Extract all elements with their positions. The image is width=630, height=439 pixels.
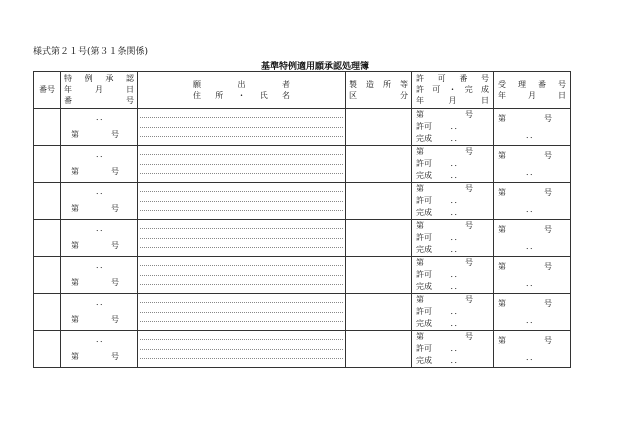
approval-date: ．． [96,298,108,307]
applicant-cell[interactable] [138,220,346,257]
receipt-cell[interactable] [494,294,571,331]
completion-date: 完成 ．． [416,356,463,365]
dotted-line [140,349,343,350]
approval-date: ．． [96,113,108,122]
receipt-number: 第 号 [498,188,552,197]
dotted-line [140,127,343,128]
header-permit-line1: 許 可 番 号 [416,74,489,83]
dotted-line [140,321,343,322]
ledger-body [34,109,571,368]
category-cell[interactable] [346,183,412,220]
header-applicant-line1: 願 出 者 [193,79,290,89]
approval-cell[interactable] [61,331,138,368]
receipt-number: 第 号 [498,151,552,160]
permit-date: 許可 ．． [416,196,463,205]
applicant-lines [138,109,345,145]
receipt-number: 第 号 [498,262,552,271]
approval-number: 第 号 [71,278,119,287]
receipt-date: ．． [526,279,538,288]
dotted-line [140,238,343,239]
permit-cell[interactable] [412,294,494,331]
receipt-date: ．． [526,205,538,214]
approval-date: ．． [96,187,108,196]
permit-number: 第 号 [416,258,473,267]
ledger-table [33,71,571,368]
applicant-lines [138,220,345,256]
permit-number: 第 号 [416,295,473,304]
receipt-date: ．． [526,353,538,362]
applicant-cell[interactable] [138,109,346,146]
approval-cell[interactable] [61,146,138,183]
dotted-line [140,164,343,165]
header-category-line2: 区 分 [349,90,408,100]
form-label: 様式第２１号(第３１条関係) [33,47,149,57]
permit-number: 第 号 [416,332,473,341]
dotted-line [140,210,343,211]
dotted-line [140,191,343,192]
approval-date: ．． [96,224,108,233]
header-category [346,72,412,109]
receipt-cell[interactable] [494,146,571,183]
form-title: 基準特例適用願承認処理簿 [260,62,369,72]
approval-number: 第 号 [71,130,119,139]
completion-date: 完成 ．． [416,171,463,180]
permit-number: 第 号 [416,184,473,193]
number-cell[interactable] [34,220,61,257]
header-receipt-line2: 年 月 日 [498,90,566,100]
applicant-cell[interactable] [138,294,346,331]
completion-date: 完成 ．． [416,282,463,291]
receipt-number: 第 号 [498,299,552,308]
receipt-number: 第 号 [498,114,552,123]
dotted-line [140,154,343,155]
permit-date: 許可 ．． [416,122,463,131]
dotted-line [140,339,343,340]
category-cell[interactable] [346,294,412,331]
dotted-line [140,228,343,229]
dotted-line [140,136,343,137]
completion-date: 完成 ．． [416,319,463,328]
applicant-lines [138,183,345,219]
applicant-cell[interactable] [138,331,346,368]
number-cell[interactable] [34,146,61,183]
permit-number: 第 号 [416,221,473,230]
header-approval-line1: 特 例 承 認 [64,74,134,83]
approval-number: 第 号 [71,167,119,176]
permit-date: 許可 ．． [416,159,463,168]
applicant-lines [138,257,345,293]
permit-date: 許可 ．． [416,233,463,242]
permit-date: 許可 ．． [416,307,463,316]
receipt-date: ．． [526,242,538,251]
header-permit [412,72,494,109]
receipt-date: ．． [526,316,538,325]
permit-number: 第 号 [416,147,473,156]
completion-date: 完成 ．． [416,134,463,143]
receipt-cell[interactable] [494,257,571,294]
applicant-cell[interactable] [138,146,346,183]
receipt-number: 第 号 [498,225,552,234]
table-row [34,183,571,220]
category-cell[interactable] [346,146,412,183]
table-row [34,146,571,183]
table-row [34,257,571,294]
receipt-cell[interactable] [494,183,571,220]
approval-date: ．． [96,150,108,159]
category-cell[interactable] [346,109,412,146]
applicant-lines [138,331,345,367]
dotted-line [140,312,343,313]
number-cell[interactable] [34,109,61,146]
table-row [34,220,571,257]
dotted-line [140,265,343,266]
approval-cell[interactable] [61,220,138,257]
applicant-lines [138,146,345,182]
category-cell[interactable] [346,257,412,294]
header-category-line1: 製 造 所 等 [349,79,408,89]
completion-date: 完成 ．． [416,208,463,217]
permit-date: 許可 ．． [416,344,463,353]
header-approval [61,72,138,109]
dotted-line [140,173,343,174]
dotted-line [140,201,343,202]
receipt-number: 第 号 [498,336,552,345]
permit-number: 第 号 [416,110,473,119]
number-cell[interactable] [34,183,61,220]
header-applicant-line2: 住 所 ・ 氏 名 [193,90,290,100]
number-cell[interactable] [34,257,61,294]
permit-cell[interactable] [412,109,494,146]
approval-number: 第 号 [71,352,119,361]
receipt-cell[interactable] [494,109,571,146]
receipt-date: ．． [526,168,538,177]
approval-number: 第 号 [71,315,119,324]
dotted-line [140,358,343,359]
receipt-date: ．． [526,131,538,140]
dotted-line [140,284,343,285]
approval-cell[interactable] [61,109,138,146]
header-approval-line3: 番 号 [64,96,134,105]
dotted-line [140,117,343,118]
approval-cell[interactable] [61,294,138,331]
dotted-line [140,275,343,276]
applicant-lines [138,294,345,330]
permit-cell[interactable] [412,257,494,294]
receipt-cell[interactable] [494,220,571,257]
dotted-line [140,247,343,248]
header-approval-line2: 年 月 日 [64,85,134,94]
number-cell[interactable] [34,294,61,331]
receipt-cell[interactable] [494,331,571,368]
approval-cell[interactable] [61,257,138,294]
applicant-cell[interactable] [138,257,346,294]
approval-cell[interactable] [61,183,138,220]
category-cell[interactable] [346,220,412,257]
header-number: 番号 [34,72,61,109]
number-cell[interactable] [34,331,61,368]
header-permit-line3: 年 月 日 [416,96,489,105]
header-receipt-line1: 受 理 番 号 [498,79,566,89]
approval-date: ．． [96,261,108,270]
permit-cell[interactable] [412,146,494,183]
table-row [34,294,571,331]
permit-date: 許可 ．． [416,270,463,279]
completion-date: 完成 ．． [416,245,463,254]
dotted-line [140,302,343,303]
approval-number: 第 号 [71,204,119,213]
header-permit-line2: 許 可 ・ 完 成 [416,85,489,94]
applicant-cell[interactable] [138,183,346,220]
table-row [34,109,571,146]
approval-number: 第 号 [71,241,119,250]
header-row [34,72,571,109]
permit-cell[interactable] [412,183,494,220]
permit-cell[interactable] [412,220,494,257]
table-row [34,331,571,368]
approval-date: ．． [96,335,108,344]
permit-cell[interactable] [412,331,494,368]
header-receipt [494,72,571,109]
header-applicant [138,72,346,109]
category-cell[interactable] [346,331,412,368]
